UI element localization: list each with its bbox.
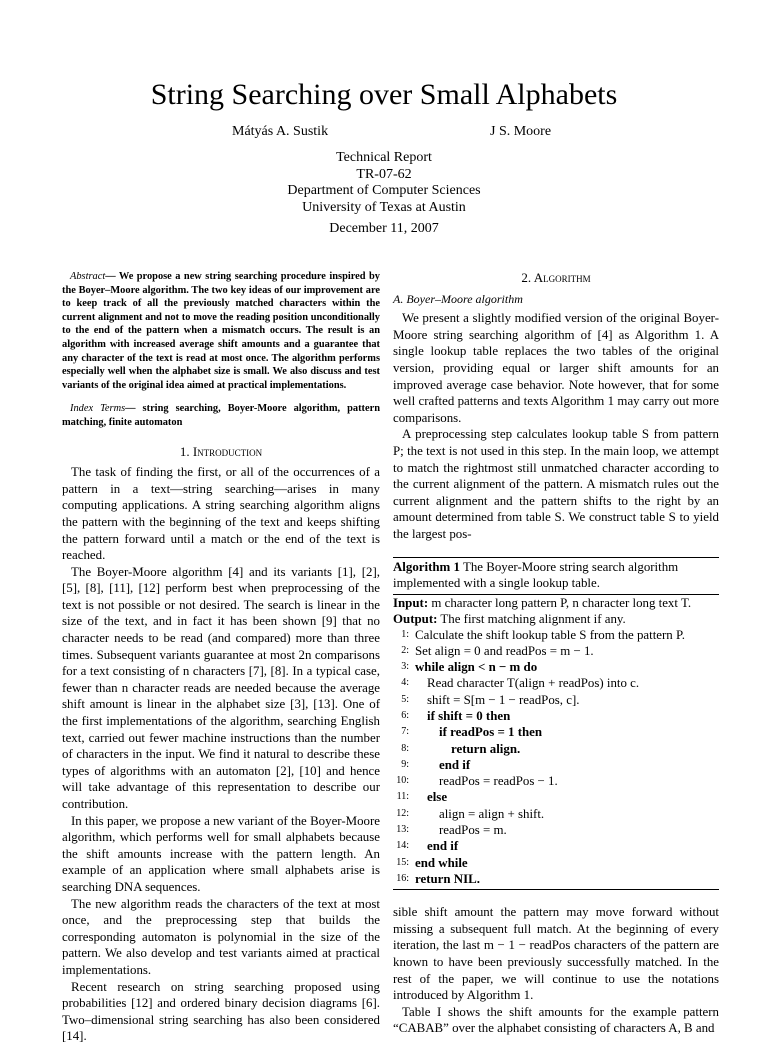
line-text: if shift = 0 then [427, 708, 511, 723]
algorithm-line [393, 708, 719, 724]
line-number: 10: [396, 775, 409, 787]
line-number: 4: [401, 677, 409, 689]
affiliation [0, 150, 768, 216]
algorithm-line [393, 757, 719, 773]
algorithm-line [393, 675, 719, 691]
index-terms-text: — string searching, Boyer-Moore algorithm, pattern matching, finite automaton [62, 403, 380, 428]
algorithm-line [393, 806, 719, 822]
input-label: Input: [393, 595, 429, 610]
algorithm-line [393, 822, 719, 838]
line-text: while align < n − m do [415, 660, 538, 675]
line-number: 9: [401, 758, 409, 770]
algorithm-line [393, 838, 719, 854]
algorithm-line [393, 741, 719, 757]
algorithm-output [393, 611, 719, 627]
intro-paragraph-4: The new algorithm reads the characters of the text at most once, and the preprocessing step that builds the corresponding automaton is polynomial in the size of the pattern. We also develop and test variants aimed at practical implementations. [62, 896, 380, 977]
abstract [62, 270, 380, 430]
algorithm-line [393, 692, 719, 708]
line-text: if readPos = 1 then [439, 725, 543, 740]
line-text: readPos = m. [439, 823, 507, 838]
line-text: align = align + shift. [439, 806, 545, 821]
continuation-paragraph-1: sible shift amount the pattern may move forward without missing a subsequent full match. At the beginning of every iteration, the last m − 1 − readPos characters of the pattern are known to have been previously successfully matched. In the rest of the paper, we will continue to use the notations introduced by Algorithm 1. [393, 905, 719, 1003]
line-number: 14: [396, 840, 409, 852]
intro-paragraph-2: The Boyer-Moore algorithm [4] and its variants [1], [2], [5], [8], [11], [12] perform best when preprocessing of the text is not possible or not desired. The search is linear in the size of the text, and in fact it has been shown [9] that no character needs to be read (and compared) more than three times. Subsequent variants guarantee at most 2n comparisons for a text consisting of n characters [7], [8]. In a typical case, fewer than n character reads are needed because the average shift amount is linear in the alphabet size [3], [13]. One of the first implementations of the algorithm, searching English text, carried out fewer machine instructions than the number of characters in the input. We find it natural to describe these types of algorithms with an automaton [2], [10] and hence will take advantage of this representation to describe our contribution. [62, 564, 380, 811]
intro-paragraph-5: Recent research on string searching proposed using probabilities [12] and ordered binary decision diagrams [6]. Two–dimensional string searching has also been considered [14]. [62, 979, 380, 1044]
report-type: Technical Report [336, 150, 432, 165]
algorithm-paragraph-1: We present a slightly modified version of the original Boyer-Moore string searching algorithm of [4] as Algorithm 1. A single lookup table replaces the two tables of the original version, providing equal or larger shift amounts for an improved average case behavior. Note however, that for some well crafted patterns and texts Algorithm 1 may carry out more comparisons. [393, 311, 719, 425]
abstract-text: — We propose a new string searching procedure inspired by the Boyer–Moore algorithm. The two key ideas of our improvement are to keep track of all the previously matched characters within the current alignment and not to move the reading position unconditionally to the end of the pattern when a mismatch occurs. The result is an algorithm with increased average shift amounts and a guarantee that any character of the text is read at most once. The algorithm performs especially well when the alphabet size is small. We also discuss and test variants of the original idea aimed at practical implementations. [62, 271, 380, 391]
intro-paragraph-3: In this paper, we propose a new variant of the Boyer-Moore algorithm, which performs well for small alphabets because the shift amounts increase with the pattern length. An example of an application where small alphabets arise is searching DNA sequences. [62, 813, 380, 894]
algorithm-caption-text: The Boyer-Moore string search algorithm implemented with a single lookup table. [393, 559, 679, 590]
abstract-label: Abstract [70, 271, 106, 282]
input-text: m character long pattern P, n character long text T. [431, 595, 692, 610]
line-text: shift = S[m − 1 − readPos, c]. [427, 692, 580, 707]
output-label: Output: [393, 611, 438, 626]
algorithm-line [393, 659, 719, 675]
line-text: readPos = readPos − 1. [439, 774, 558, 789]
report-number: TR-07-62 [356, 166, 412, 182]
subsection-heading-boyer-moore: A. Boyer–Moore algorithm [393, 291, 523, 306]
line-text: Calculate the shift lookup table S from the pattern P. [415, 627, 685, 642]
university: University of Texas at Austin [302, 199, 466, 215]
line-number: 13: [396, 824, 409, 836]
line-number: 2: [401, 644, 409, 656]
algorithm-caption-label: Algorithm 1 [393, 559, 460, 574]
algorithm-line [393, 789, 719, 805]
line-text: return align. [451, 741, 521, 756]
line-text: end if [439, 757, 471, 772]
section-heading-algorithm: 2. Algorithm [521, 270, 591, 285]
department: Department of Computer Sciences [287, 183, 481, 198]
line-text: end if [427, 839, 459, 854]
algorithm-line [393, 724, 719, 740]
paper-title: String Searching over Small Alphabets [150, 78, 618, 111]
continuation-paragraph-2: Table I shows the shift amounts for the example pattern “CABAB” over the alphabet consisting of characters A, B and [393, 1004, 719, 1036]
line-number: 6: [401, 709, 409, 721]
line-number: 16: [396, 872, 409, 884]
line-number: 1: [401, 628, 409, 640]
index-terms-label: Index Terms [70, 403, 126, 415]
section-heading-introduction: 1. Introduction [179, 443, 263, 459]
output-text: The first matching alignment if any. [440, 611, 626, 626]
report-date: December 11, 2007 [329, 221, 439, 236]
line-number: 3: [401, 661, 409, 673]
line-number: 7: [401, 726, 409, 738]
line-text: Read character T(align + readPos) into c. [427, 676, 640, 691]
line-text: return NIL. [415, 871, 480, 886]
left-column [62, 270, 380, 1045]
line-text: Set align = 0 and readPos = m − 1. [415, 643, 594, 658]
line-number: 15: [396, 856, 409, 868]
right-column [393, 270, 719, 1037]
author-2: J S. Moore [490, 124, 552, 139]
algorithm-line [393, 643, 719, 659]
author-1: Mátyás A. Sustik [232, 124, 329, 139]
line-number: 5: [401, 693, 409, 705]
line-number: 12: [396, 807, 409, 819]
line-number: 8: [401, 742, 409, 754]
algorithm-line [393, 627, 719, 643]
algorithm-input [393, 595, 719, 611]
line-number: 11: [396, 791, 409, 803]
line-text: else [427, 790, 448, 805]
line-text: end while [415, 855, 468, 870]
intro-paragraph-1: The task of finding the first, or all of the occurrences of a pattern in a text—string searching—arises in many computing applications. A string searching algorithm aligns the pattern with the beginning of the text and keeps shifting the pattern forward until a match or the end of the text is reached. [62, 465, 380, 563]
algorithm-line [393, 773, 719, 789]
algorithm-line [393, 855, 719, 871]
algorithm-box [393, 557, 719, 891]
algorithm-line [393, 871, 719, 889]
algorithm-paragraph-2: A preprocessing step calculates lookup table S from pattern P; the text is not used in this step. In the main loop, we attempt to match the rightmost still unmatched character according to the current alignment of the pattern. A mismatch rules out the current alignment and the pattern shifts to the right by an amount determined from table S. We construct table S to yield the largest pos- [393, 427, 719, 541]
algorithm-caption [393, 558, 719, 595]
